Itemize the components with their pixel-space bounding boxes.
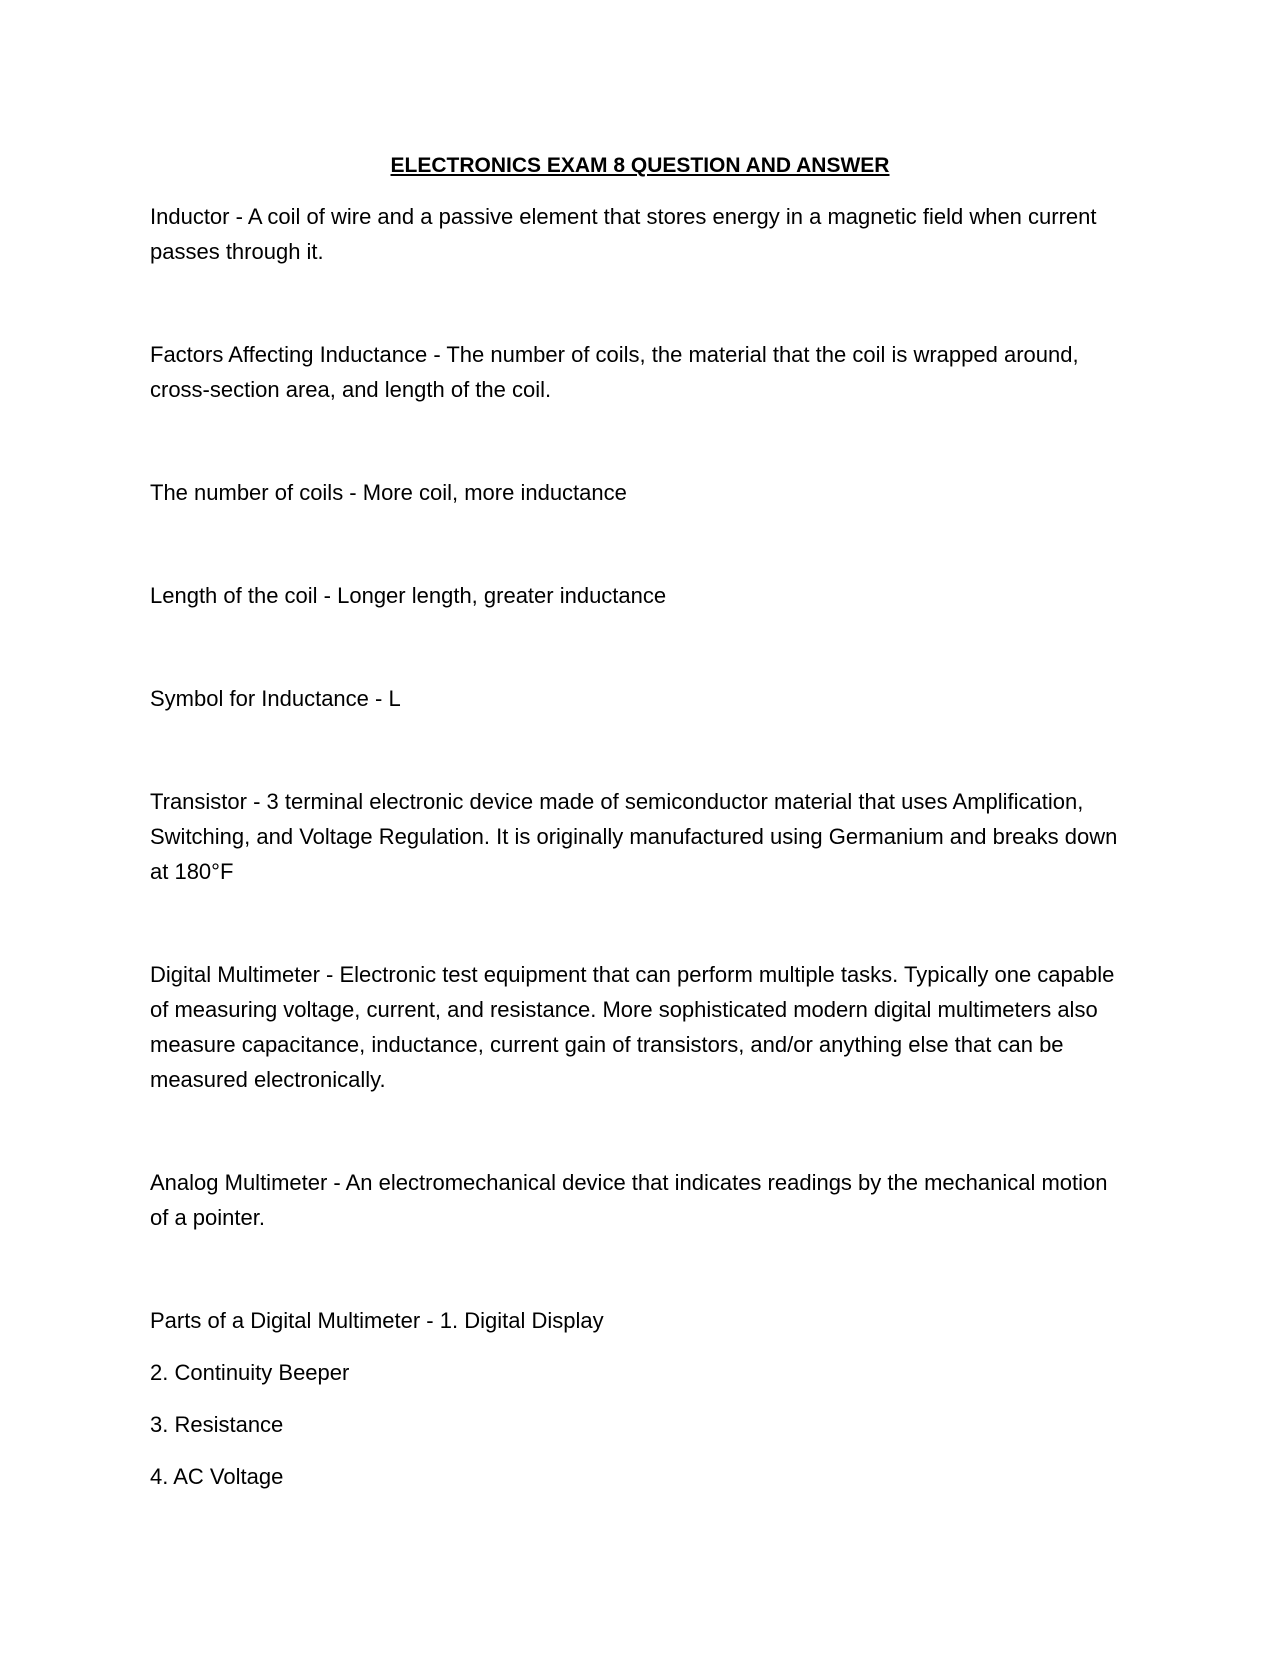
entry-number-of-coils: The number of coils - More coil, more inductance bbox=[150, 480, 627, 505]
document-body bbox=[150, 148, 1130, 1511]
entry-length-of-coil: Length of the coil - Longer length, greater inductance bbox=[150, 583, 667, 608]
entry-parts-of-digital-multimeter: Parts of a Digital Multimeter - 1. Digital Display bbox=[150, 1308, 604, 1333]
entry-factors-affecting-inductance: Factors Affecting Inductance - The number of coils, the material that the coil is wrapped around, cross-section area, and length of the coil. bbox=[150, 342, 1079, 402]
entry-symbol-for-inductance: Symbol for Inductance - L bbox=[150, 686, 401, 711]
document-title: ELECTRONICS EXAM 8 QUESTION AND ANSWER bbox=[390, 154, 890, 177]
entry-transistor: Transistor - 3 terminal electronic device made of semiconductor material that uses Amplification, Switching, and Voltage Regulation. It is originally manufactured using Germanium and breaks down at 180°F bbox=[150, 789, 1118, 884]
entry-analog-multimeter: Analog Multimeter - An electromechanical device that indicates readings by the mechanical motion of a pointer. bbox=[150, 1170, 1108, 1230]
list-item-resistance: 3. Resistance bbox=[150, 1412, 284, 1437]
list-item-continuity-beeper: 2. Continuity Beeper bbox=[150, 1360, 350, 1385]
list-item-ac-voltage: 4. AC Voltage bbox=[150, 1464, 284, 1489]
entry-inductor: Inductor - A coil of wire and a passive element that stores energy in a magnetic field when current passes through it. bbox=[150, 204, 1097, 264]
entry-digital-multimeter: Digital Multimeter - Electronic test equipment that can perform multiple tasks. Typically one capable of measuring voltage, current, and resistance. More sophisticated modern digital multimeters also measure capacitance, inductance, current gain of transistors, and/or anything else that can be measured electronically. bbox=[150, 962, 1115, 1092]
